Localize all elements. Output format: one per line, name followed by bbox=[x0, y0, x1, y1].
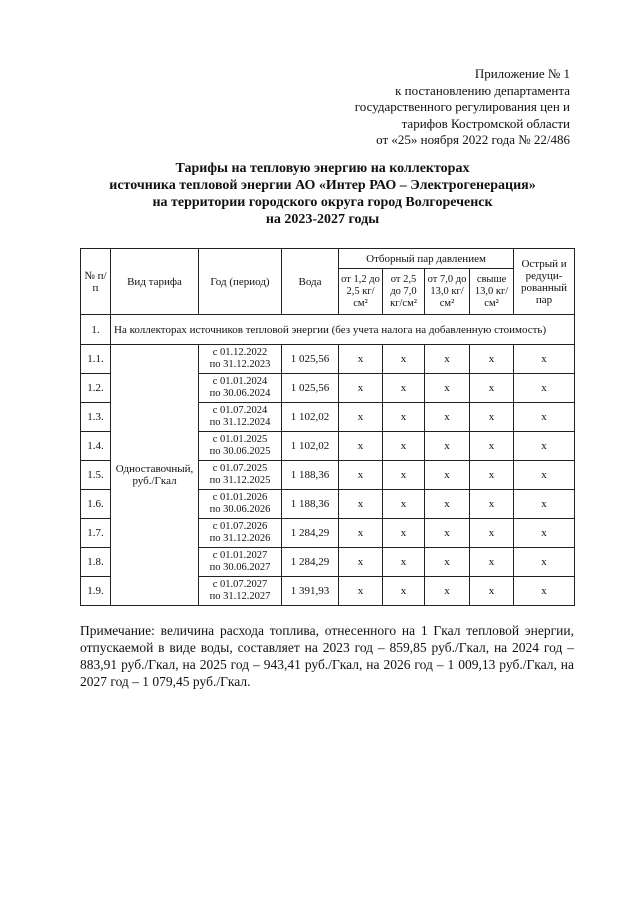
title-line-3: на территории городского округа город Волгореченск bbox=[152, 195, 493, 210]
header-pressure-1: от 1,2 до 2,5 кг/см² bbox=[339, 269, 383, 315]
row-pressure-4-value: x bbox=[470, 577, 514, 606]
row-period bbox=[199, 577, 282, 606]
row-sharp-value: x bbox=[514, 345, 575, 374]
period-to: по 31.12.2026 bbox=[209, 533, 271, 544]
title-line-2: источника тепловой энергии АО «Интер РАО – Электрогенерация» bbox=[109, 178, 536, 193]
row-num: 1.7. bbox=[81, 519, 111, 548]
period-to: по 31.12.2024 bbox=[209, 417, 271, 428]
row-pressure-4-value: x bbox=[470, 519, 514, 548]
row-pressure-3-value: x bbox=[425, 374, 470, 403]
period-to: по 31.12.2023 bbox=[209, 359, 271, 370]
row-pressure-2-value: x bbox=[383, 577, 425, 606]
row-pressure-1-value: x bbox=[339, 490, 383, 519]
header-tariff-type: Вид тарифа bbox=[111, 249, 199, 315]
row-water-value: 1 284,29 bbox=[282, 519, 339, 548]
row-sharp-value: x bbox=[514, 490, 575, 519]
row-period bbox=[199, 374, 282, 403]
row-pressure-2-value: x bbox=[383, 519, 425, 548]
row-pressure-3-value: x bbox=[425, 461, 470, 490]
row-period bbox=[199, 519, 282, 548]
row-num: 1.9. bbox=[81, 577, 111, 606]
row-pressure-4-value: x bbox=[470, 345, 514, 374]
row-sharp-value: x bbox=[514, 374, 575, 403]
row-sharp-value: x bbox=[514, 548, 575, 577]
row-period bbox=[199, 548, 282, 577]
row-period bbox=[199, 432, 282, 461]
row-water-value: 1 025,56 bbox=[282, 374, 339, 403]
row-period bbox=[199, 461, 282, 490]
section-row bbox=[81, 315, 575, 345]
row-num: 1.1. bbox=[81, 345, 111, 374]
appendix-line-2: к постановлению департамента bbox=[395, 82, 570, 98]
row-num: 1.8. bbox=[81, 548, 111, 577]
row-pressure-2-value: x bbox=[383, 461, 425, 490]
section-num: 1. bbox=[81, 315, 111, 345]
row-pressure-1-value: x bbox=[339, 403, 383, 432]
row-pressure-3-value: x bbox=[425, 519, 470, 548]
row-num: 1.2. bbox=[81, 374, 111, 403]
appendix-line-1: Приложение № 1 bbox=[474, 66, 570, 81]
row-sharp-value: x bbox=[514, 577, 575, 606]
row-sharp-value: x bbox=[514, 432, 575, 461]
appendix-line-4: тарифов Костромской области bbox=[401, 115, 570, 131]
row-pressure-4-value: x bbox=[470, 432, 514, 461]
row-pressure-1-value: x bbox=[339, 577, 383, 606]
row-water-value: 1 188,36 bbox=[282, 490, 339, 519]
period-to: по 30.06.2027 bbox=[209, 562, 271, 573]
period-from: с 01.07.2024 bbox=[212, 405, 268, 416]
row-pressure-1-value: x bbox=[339, 461, 383, 490]
row-pressure-2-value: x bbox=[383, 403, 425, 432]
appendix-line-3: государственного регулирования цен и bbox=[354, 99, 570, 114]
row-num: 1.3. bbox=[81, 403, 111, 432]
period-from: с 01.07.2027 bbox=[212, 579, 268, 590]
period-from: с 01.01.2024 bbox=[212, 376, 268, 387]
row-period bbox=[199, 490, 282, 519]
header-pressure-3: от 7,0 до 13,0 кг/см² bbox=[425, 269, 470, 315]
period-to: по 31.12.2025 bbox=[209, 475, 271, 486]
row-pressure-3-value: x bbox=[425, 548, 470, 577]
row-sharp-value: x bbox=[514, 403, 575, 432]
appendix-line-5: от «25» ноября 2022 года № 22/486 bbox=[376, 132, 570, 147]
period-from: с 01.01.2026 bbox=[212, 492, 268, 503]
period-to: по 31.12.2027 bbox=[209, 591, 271, 602]
header-water: Вода bbox=[282, 249, 339, 315]
header-sharp-steam: Острый и редуци-рованный пар bbox=[514, 249, 575, 315]
footnote: Примечание: величина расхода топлива, отнесенного на 1 Гкал тепловой энергии, отпускаемой в виде воды, составляет на 2023 год – 859,85 руб./Гкал, на 2024 год – 883,91 руб./Гкал, на 2025 год – 943,41 руб./Гкал, на 2026 год – 1 009,13 руб./Гкал, на 2027 год – 1 079,45 руб./Гкал. bbox=[80, 623, 574, 689]
row-pressure-3-value: x bbox=[425, 490, 470, 519]
period-from: с 01.07.2026 bbox=[212, 521, 268, 532]
row-period bbox=[199, 345, 282, 374]
header-num: № п/п bbox=[81, 249, 111, 315]
row-num: 1.5. bbox=[81, 461, 111, 490]
header-pressure-4: свыше 13,0 кг/см² bbox=[470, 269, 514, 315]
row-num: 1.6. bbox=[81, 490, 111, 519]
row-pressure-3-value: x bbox=[425, 577, 470, 606]
row-water-value: 1 188,36 bbox=[282, 461, 339, 490]
period-to: по 30.06.2026 bbox=[209, 504, 271, 515]
row-pressure-1-value: x bbox=[339, 432, 383, 461]
row-pressure-4-value: x bbox=[470, 374, 514, 403]
title-line-1: Тарифы на тепловую энергию на коллекторах bbox=[175, 161, 470, 176]
row-pressure-3-value: x bbox=[425, 432, 470, 461]
row-num: 1.4. bbox=[81, 432, 111, 461]
header-period: Год (период) bbox=[199, 249, 282, 315]
row-pressure-1-value: x bbox=[339, 519, 383, 548]
period-to: по 30.06.2025 bbox=[209, 446, 271, 457]
row-pressure-4-value: x bbox=[470, 490, 514, 519]
section-text: На коллекторах источников тепловой энергии (без учета налога на добавленную стоимость) bbox=[111, 315, 575, 345]
row-pressure-2-value: x bbox=[383, 548, 425, 577]
title-line-4: на 2023-2027 годы bbox=[265, 212, 380, 227]
row-water-value: 1 102,02 bbox=[282, 403, 339, 432]
row-pressure-4-value: x bbox=[470, 548, 514, 577]
row-water-value: 1 391,93 bbox=[282, 577, 339, 606]
period-from: с 01.07.2025 bbox=[212, 463, 268, 474]
row-pressure-4-value: x bbox=[470, 461, 514, 490]
row-period bbox=[199, 403, 282, 432]
header-extraction-steam: Отборный пар давлением bbox=[339, 249, 514, 269]
row-water-value: 1 284,29 bbox=[282, 548, 339, 577]
row-sharp-value: x bbox=[514, 461, 575, 490]
header-pressure-2: от 2,5 до 7,0 кг/см² bbox=[383, 269, 425, 315]
row-pressure-2-value: x bbox=[383, 432, 425, 461]
row-pressure-1-value: x bbox=[339, 345, 383, 374]
appendix-header bbox=[240, 66, 570, 149]
row-pressure-4-value: x bbox=[470, 403, 514, 432]
period-from: с 01.01.2027 bbox=[212, 550, 268, 561]
period-from: с 01.01.2025 bbox=[212, 434, 268, 445]
tariffs-table bbox=[80, 248, 575, 606]
row-pressure-1-value: x bbox=[339, 374, 383, 403]
row-pressure-2-value: x bbox=[383, 345, 425, 374]
row-water-value: 1 025,56 bbox=[282, 345, 339, 374]
tariff-type-cell: Одноставочный, руб./Гкал bbox=[111, 345, 199, 606]
period-from: с 01.12.2022 bbox=[212, 347, 268, 358]
period-to: по 30.06.2024 bbox=[209, 388, 271, 399]
row-pressure-2-value: x bbox=[383, 490, 425, 519]
row-pressure-3-value: x bbox=[425, 345, 470, 374]
document-title bbox=[60, 160, 585, 228]
row-pressure-3-value: x bbox=[425, 403, 470, 432]
row-water-value: 1 102,02 bbox=[282, 432, 339, 461]
row-pressure-2-value: x bbox=[383, 374, 425, 403]
row-pressure-1-value: x bbox=[339, 548, 383, 577]
table-row bbox=[81, 345, 575, 374]
row-sharp-value: x bbox=[514, 519, 575, 548]
